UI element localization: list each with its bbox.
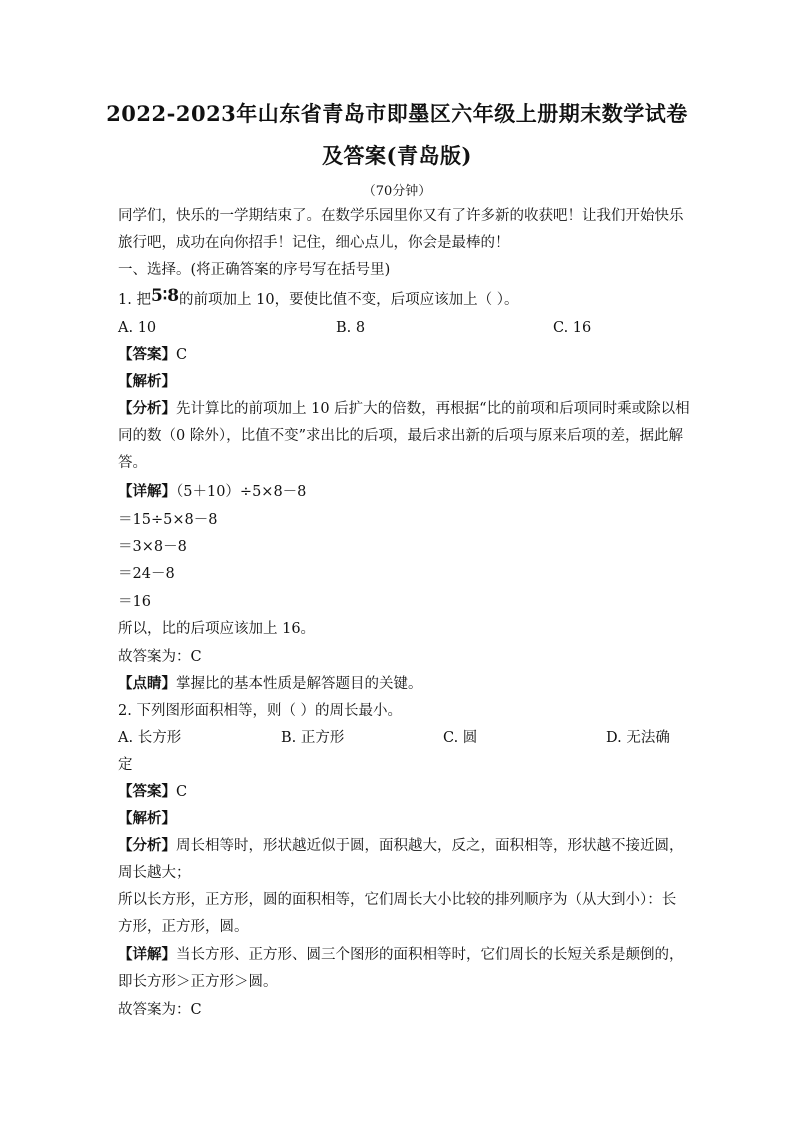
q1-detail-tag: 【详解】 — [118, 483, 176, 500]
q1-comment — [118, 674, 678, 694]
q1-detail-expression: （5＋10）÷5×8－8 — [176, 484, 307, 500]
q2-option-a: A. 长方形 — [118, 730, 182, 746]
q1-detail-line — [118, 482, 678, 502]
q2-answer-tag: 【答案】 — [118, 783, 176, 800]
q1-stem-suffix: 的前项加上 10，要使比值不变，后项应该加上（ ）。 — [179, 292, 519, 308]
q2-final-answer: 故答案为：C — [118, 1002, 202, 1018]
section1-heading: 一、选择。(将正确答案的序号写在括号里) — [118, 262, 391, 278]
q1-conclusion: 所以，比的后项应该加上 16。 — [118, 621, 316, 637]
q1-answer-value: C — [176, 347, 188, 363]
q1-fenxi-line3: 答。 — [118, 455, 147, 471]
q2-option-b: B. 正方形 — [281, 730, 345, 746]
q1-fenxi-line2: 同的数（0 除外），比值不变”求出比的后项，最后求出新的后项与原来后项的差，据此解 — [118, 428, 683, 444]
q1-comment-tag: 【点睛】 — [118, 675, 176, 692]
q1-option-b: B. 8 — [336, 320, 366, 336]
intro-line2: 旅行吧，成功在向你招手！记住，细心点儿，你会是最棒的！ — [118, 235, 510, 251]
q1-stem-prefix: 1. 把 — [118, 292, 151, 308]
q1-fenxi-line1 — [118, 399, 690, 419]
q1-fenxi-tag: 【分析】 — [118, 400, 176, 417]
intro-line1: 同学们，快乐的一学期结束了。在数学乐园里你又有了许多新的收获吧！让我们开始快乐 — [118, 208, 684, 224]
q2-fenxi-line2: 周长越大； — [118, 865, 191, 881]
document-title-line1: 2022-2023年山东省青岛市即墨区六年级上册期末数学试卷 — [106, 101, 688, 126]
q2-option-d-wrap: 定 — [118, 757, 133, 773]
q2-fenxi-line1 — [118, 836, 684, 856]
q1-stem — [118, 286, 678, 310]
q1-final-answer: 故答案为：C — [118, 649, 202, 665]
q1-step-4: ＝16 — [118, 594, 151, 610]
q2-option-d: D. 无法确 — [606, 730, 670, 746]
q2-detail-line1 — [118, 945, 684, 965]
q2-answer — [118, 782, 678, 802]
q2-detail-text1: 当长方形、正方形、圆三个图形的面积相等时，它们周长的长短关系是颠倒的， — [176, 947, 684, 963]
exam-duration: （70分钟） — [362, 184, 432, 199]
q2-analysis-tag: 【解析】 — [118, 810, 176, 827]
q1-ratio: 5∶8 — [150, 286, 180, 306]
q2-fenxi-text1: 周长相等时，形状越近似于圆，面积越大，反之，面积相等，形状越不接近圆， — [176, 838, 684, 854]
q1-option-c: C. 16 — [553, 320, 592, 336]
q1-step-1: ＝15÷5×8－8 — [118, 512, 218, 528]
q2-stem: 2. 下列图形面积相等，则（ ）的周长最小。 — [118, 703, 403, 719]
q1-answer — [118, 345, 678, 365]
q2-detail-line2: 即长方形＞正方形＞圆。 — [118, 974, 278, 990]
q1-answer-tag: 【答案】 — [118, 346, 176, 363]
document-title-line2: 及答案(青岛版) — [322, 143, 472, 168]
q2-detail-tag: 【详解】 — [118, 946, 176, 963]
q1-option-a: A. 10 — [118, 320, 157, 336]
q2-fenxi-line4: 方形，正方形，圆。 — [118, 919, 249, 935]
q1-step-2: ＝3×8－8 — [118, 539, 187, 555]
q2-fenxi-line3: 所以长方形，正方形，圆的面积相等，它们周长大小比较的排列顺序为（从大到小）：长 — [118, 892, 677, 908]
q1-comment-text: 掌握比的基本性质是解答题目的关键。 — [176, 676, 423, 692]
q2-option-c: C. 圆 — [443, 730, 478, 746]
q2-fenxi-tag: 【分析】 — [118, 837, 176, 854]
q1-step-3: ＝24－8 — [118, 566, 175, 582]
q1-analysis-tag: 【解析】 — [118, 373, 176, 390]
q1-fenxi-text1: 先计算比的前项加上 10 后扩大的倍数，再根据“比的前项和后项同时乘或除以相 — [176, 401, 690, 417]
q2-answer-value: C — [176, 784, 188, 800]
